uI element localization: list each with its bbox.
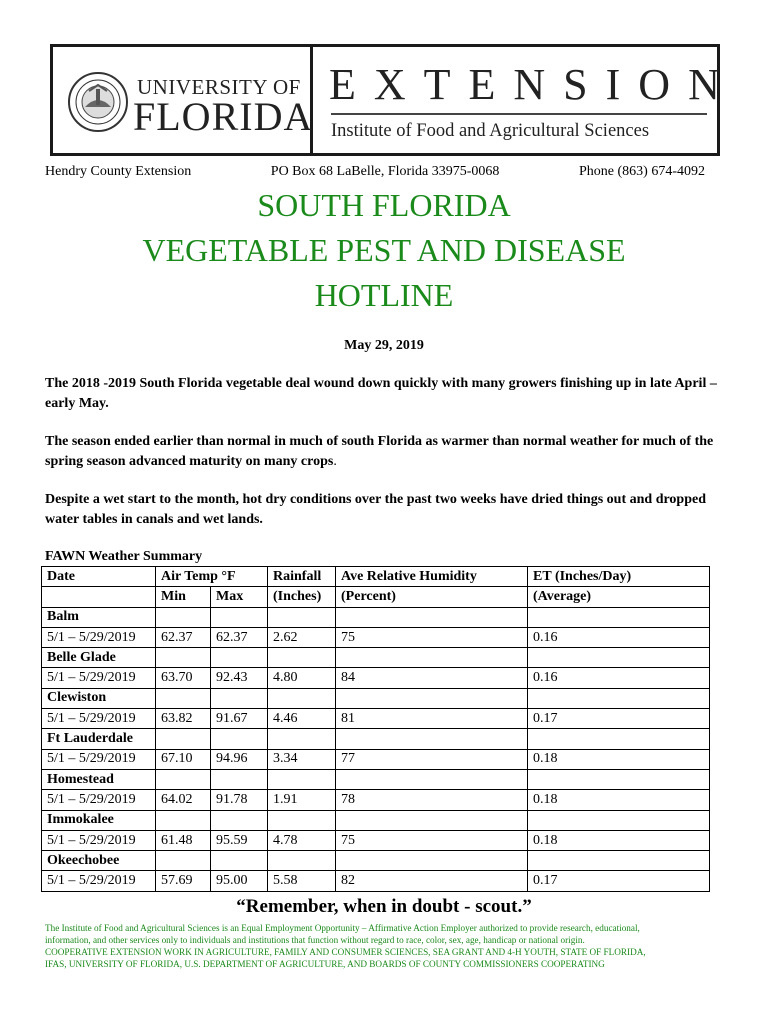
empty-cell: [156, 688, 211, 708]
weather-summary-table: [41, 566, 710, 892]
humidity-cell: 77: [336, 749, 528, 769]
empty-cell: [528, 729, 710, 749]
ifas-name: Institute of Food and Agricultural Sciences: [331, 121, 650, 141]
date-range-cell: 5/1 – 5/29/2019: [42, 749, 156, 769]
empty-cell: [156, 851, 211, 871]
footer-notice: [45, 922, 735, 970]
max-temp-cell: 91.67: [211, 709, 268, 729]
station-values-row: [42, 668, 710, 688]
mailing-address: PO Box 68 LaBelle, Florida 33975-0068: [270, 164, 500, 179]
empty-cell: [156, 769, 211, 789]
paragraph-1: The 2018 -2019 South Florida vegetable deal wound down quickly with many growers finishing up in late April – early May.: [45, 376, 717, 411]
subheader-inches: (Inches): [268, 587, 336, 607]
empty-cell: [336, 769, 528, 789]
station-name-row: [42, 648, 710, 668]
phone-number: Phone (863) 674-4092: [579, 164, 705, 179]
title-line-3: HOTLINE: [314, 277, 454, 313]
table-header-row: [42, 567, 710, 587]
scout-quote: “Remember, when in doubt - scout.”: [236, 896, 532, 917]
date-range-cell: 5/1 – 5/29/2019: [42, 790, 156, 810]
empty-cell: [156, 810, 211, 830]
max-temp-cell: 62.37: [211, 627, 268, 647]
station-name: Homestead: [42, 769, 156, 789]
footer-line-2: information, and other services only to individuals and institutions that function without regard to race, color, sex, age, handicap or national origin.: [45, 935, 585, 945]
station-name-row: [42, 688, 710, 708]
university-of-text: UNIVERSITY OF: [137, 75, 301, 99]
hotline-title: [0, 183, 768, 318]
station-values-row: [42, 790, 710, 810]
empty-cell: [268, 851, 336, 871]
empty-cell: [268, 688, 336, 708]
letterhead: [50, 44, 738, 156]
subheader-empty: [42, 587, 156, 607]
station-name: Belle Glade: [42, 648, 156, 668]
empty-cell: [528, 810, 710, 830]
uf-logo: [53, 47, 313, 153]
et-cell: 0.16: [528, 668, 710, 688]
empty-cell: [211, 607, 268, 627]
empty-cell: [211, 810, 268, 830]
min-temp-cell: 63.70: [156, 668, 211, 688]
empty-cell: [528, 769, 710, 789]
university-seal-icon: [67, 71, 129, 133]
empty-cell: [211, 688, 268, 708]
empty-cell: [528, 648, 710, 668]
humidity-cell: 82: [336, 871, 528, 891]
station-name: Okeechobee: [42, 851, 156, 871]
subheader-percent: (Percent): [336, 587, 528, 607]
extension-wordmark: EXTENSION: [329, 60, 738, 109]
rainfall-cell: 4.80: [268, 668, 336, 688]
empty-cell: [528, 688, 710, 708]
empty-cell: [336, 729, 528, 749]
empty-cell: [528, 851, 710, 871]
empty-cell: [336, 810, 528, 830]
humidity-cell: 84: [336, 668, 528, 688]
station-name: Clewiston: [42, 688, 156, 708]
station-values-row: [42, 749, 710, 769]
paragraph-3: Despite a wet start to the month, hot dry conditions over the past two weeks have dried things out and dropped water tables in canals and wet lands.: [45, 492, 707, 527]
empty-cell: [268, 648, 336, 668]
header-air-temp: Air Temp °F: [156, 567, 268, 587]
empty-cell: [156, 607, 211, 627]
empty-cell: [211, 729, 268, 749]
empty-cell: [156, 729, 211, 749]
subheader-max: Max: [211, 587, 268, 607]
contact-line: [45, 164, 705, 180]
station-values-row: [42, 709, 710, 729]
et-cell: 0.17: [528, 709, 710, 729]
station-name-row: [42, 729, 710, 749]
min-temp-cell: 62.37: [156, 627, 211, 647]
max-temp-cell: 95.59: [211, 830, 268, 850]
empty-cell: [211, 851, 268, 871]
extension-block: [313, 47, 738, 153]
station-name: Ft Lauderdale: [42, 729, 156, 749]
et-cell: 0.18: [528, 749, 710, 769]
empty-cell: [211, 769, 268, 789]
footer-line-1: The Institute of Food and Agricultural Sciences is an Equal Employment Opportunity – Affirmative Action Employer authorized to provide research, educational,: [45, 923, 640, 933]
rainfall-cell: 4.78: [268, 830, 336, 850]
humidity-cell: 75: [336, 627, 528, 647]
rainfall-cell: 4.46: [268, 709, 336, 729]
header-humidity: Ave Relative Humidity: [336, 567, 528, 587]
table-subheader-row: [42, 587, 710, 607]
et-cell: 0.16: [528, 627, 710, 647]
office-name: Hendry County Extension: [45, 164, 192, 179]
subheader-average: (Average): [528, 587, 710, 607]
humidity-cell: 78: [336, 790, 528, 810]
empty-cell: [336, 607, 528, 627]
paragraph-2: [45, 432, 735, 472]
min-temp-cell: 61.48: [156, 830, 211, 850]
station-values-row: [42, 830, 710, 850]
date-range-cell: 5/1 – 5/29/2019: [42, 709, 156, 729]
date-range-cell: 5/1 – 5/29/2019: [42, 830, 156, 850]
date-range-cell: 5/1 – 5/29/2019: [42, 627, 156, 647]
footer-line-4: IFAS, UNIVERSITY OF FLORIDA, U.S. DEPARTMENT OF AGRICULTURE, AND BOARDS OF COUNTY COMMISSIONERS COOPERATING: [45, 959, 605, 969]
subheader-min: Min: [156, 587, 211, 607]
max-temp-cell: 92.43: [211, 668, 268, 688]
station-name-row: [42, 607, 710, 627]
max-temp-cell: 95.00: [211, 871, 268, 891]
empty-cell: [336, 648, 528, 668]
title-line-2: VEGETABLE PEST AND DISEASE: [142, 232, 626, 268]
title-line-1: SOUTH FLORIDA: [257, 187, 511, 223]
footer-line-3: COOPERATIVE EXTENSION WORK IN AGRICULTURE, FAMILY AND CONSUMER SCIENCES, SEA GRANT AND 4-H YOUTH, STATE OF FLORIDA,: [45, 947, 646, 957]
paragraph-2-text: The season ended earlier than normal in much of south Florida as warmer than normal weather for much of the spring season advanced maturity on many crops: [45, 434, 714, 469]
empty-cell: [268, 769, 336, 789]
station-name-row: [42, 851, 710, 871]
station-name-row: [42, 769, 710, 789]
min-temp-cell: 67.10: [156, 749, 211, 769]
issue-date: May 29, 2019: [344, 338, 424, 353]
extension-divider: [331, 113, 707, 115]
rainfall-cell: 2.62: [268, 627, 336, 647]
empty-cell: [528, 607, 710, 627]
paragraph-2-period: .: [333, 454, 337, 469]
empty-cell: [156, 648, 211, 668]
empty-cell: [211, 648, 268, 668]
min-temp-cell: 64.02: [156, 790, 211, 810]
rainfall-cell: 1.91: [268, 790, 336, 810]
station-name: Balm: [42, 607, 156, 627]
date-range-cell: 5/1 – 5/29/2019: [42, 871, 156, 891]
station-name: Immokalee: [42, 810, 156, 830]
empty-cell: [268, 729, 336, 749]
empty-cell: [268, 607, 336, 627]
empty-cell: [268, 810, 336, 830]
min-temp-cell: 63.82: [156, 709, 211, 729]
rainfall-cell: 5.58: [268, 871, 336, 891]
min-temp-cell: 57.69: [156, 871, 211, 891]
header-et: ET (Inches/Day): [528, 567, 710, 587]
max-temp-cell: 91.78: [211, 790, 268, 810]
station-values-row: [42, 871, 710, 891]
florida-text: FLORIDA: [133, 94, 314, 139]
date-range-cell: 5/1 – 5/29/2019: [42, 668, 156, 688]
header-date: Date: [42, 567, 156, 587]
empty-cell: [336, 851, 528, 871]
station-values-row: [42, 627, 710, 647]
humidity-cell: 75: [336, 830, 528, 850]
header-rainfall: Rainfall: [268, 567, 336, 587]
et-cell: 0.18: [528, 790, 710, 810]
station-name-row: [42, 810, 710, 830]
max-temp-cell: 94.96: [211, 749, 268, 769]
rainfall-cell: 3.34: [268, 749, 336, 769]
et-cell: 0.17: [528, 871, 710, 891]
et-cell: 0.18: [528, 830, 710, 850]
empty-cell: [336, 688, 528, 708]
weather-table-title: FAWN Weather Summary: [45, 549, 203, 564]
humidity-cell: 81: [336, 709, 528, 729]
